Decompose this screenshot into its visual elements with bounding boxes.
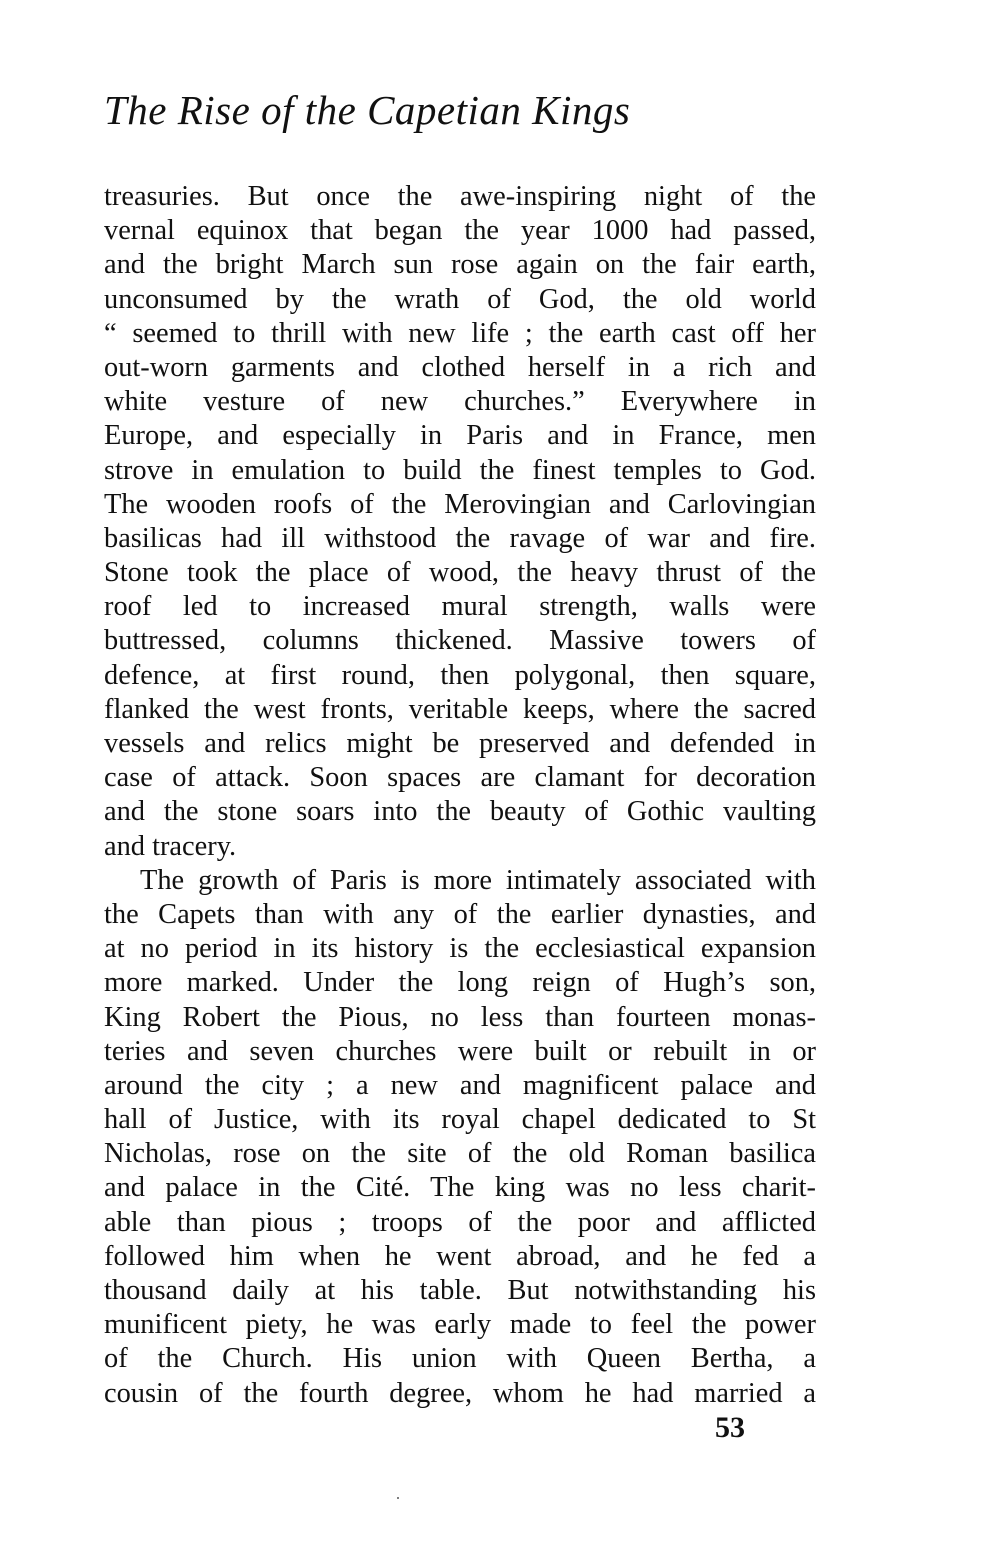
scan-speck: [397, 1497, 399, 1499]
body-text: [104, 180, 816, 1411]
text-line: Stone took the place of wood, the heavy thrust of the: [104, 557, 816, 589]
text-line: Nicholas, rose on the site of the old Roman basilica: [104, 1138, 816, 1170]
text-line: vessels and relics might be preserved and defended in: [104, 728, 816, 759]
text-line: and tracery.: [104, 830, 237, 862]
text-line: and the stone soars into the beauty of Gothic vaulting: [104, 796, 816, 828]
text-line: the Capets than with any of the earlier dynasties, and: [104, 898, 816, 930]
text-line: teries and seven churches were built or rebuilt in or: [104, 1035, 816, 1067]
text-line: vernal equinox that began the year 1000 had passed,: [104, 215, 816, 247]
text-line: roof led to increased mural strength, walls were: [104, 591, 816, 623]
text-line: flanked the west fronts, veritable keeps, where the sacred: [104, 693, 816, 725]
text-line: and palace in the Cité. The king was no less charit-: [104, 1172, 816, 1204]
text-line: able than pious ; troops of the poor and afflicted: [104, 1206, 816, 1238]
text-line: white vesture of new churches.” Everywhere in: [104, 386, 816, 418]
text-line: defence, at first round, then polygonal, then square,: [104, 659, 816, 691]
text-line: around the city ; a new and magnificent palace and: [104, 1069, 816, 1101]
paragraph-2: [104, 864, 816, 1411]
text-line: The wooden roofs of the Merovingian and Carlovingian: [104, 488, 816, 520]
text-line: and the bright March sun rose again on the fair earth,: [104, 249, 816, 281]
text-line: of the Church. His union with Queen Bertha, a: [104, 1343, 816, 1375]
running-head: The Rise of the Capetian Kings: [104, 87, 631, 133]
text-line: cousin of the fourth degree, whom he had married a: [104, 1377, 816, 1409]
paragraph-1: [104, 180, 816, 864]
text-line: more marked. Under the long reign of Hugh’s son,: [104, 967, 816, 999]
text-line: buttressed, columns thickened. Massive towers of: [104, 625, 816, 657]
text-line: followed him when he went abroad, and he fed a: [104, 1240, 816, 1272]
text-line: hall of Justice, with its royal chapel dedicated to St: [104, 1104, 816, 1136]
text-line: unconsumed by the wrath of God, the old world: [104, 283, 816, 315]
text-line: Europe, and especially in Paris and in France, men: [104, 420, 816, 452]
text-line: thousand daily at his table. But notwithstanding his: [104, 1275, 816, 1306]
text-line: strove in emulation to build the finest temples to God.: [104, 454, 816, 486]
text-line: The growth of Paris is more intimately associated with: [140, 864, 816, 896]
text-line: basilicas had ill withstood the ravage of war and fire.: [104, 522, 816, 554]
page-number: 53: [715, 1411, 745, 1444]
text-line: treasuries. But once the awe-inspiring night of the: [104, 181, 816, 212]
text-line: case of attack. Soon spaces are clamant for decoration: [104, 762, 816, 794]
text-line: at no period in its history is the ecclesiastical expansion: [104, 933, 816, 965]
text-line: out-worn garments and clothed herself in a rich and: [104, 351, 816, 383]
text-line: munificent piety, he was early made to feel the power: [104, 1309, 816, 1341]
text-line: “ seemed to thrill with new life ; the earth cast off her: [104, 317, 816, 349]
text-line: King Robert the Pious, no less than fourteen monas-: [104, 1001, 816, 1033]
